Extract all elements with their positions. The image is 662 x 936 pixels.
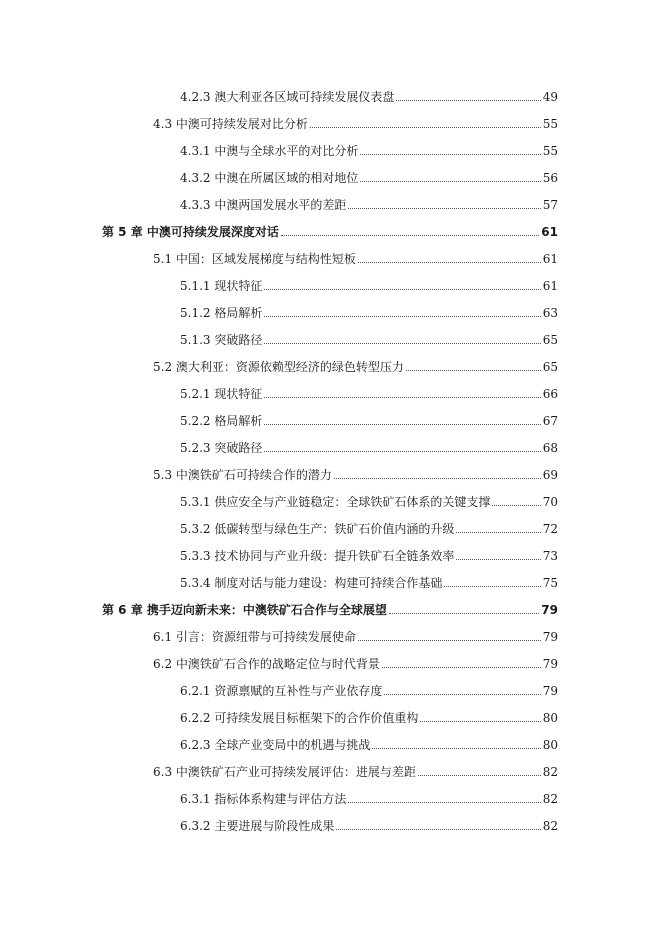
dot-leader	[310, 126, 541, 128]
toc-entry[interactable]	[153, 759, 558, 779]
toc-entry-page: 69	[542, 468, 558, 482]
dot-leader	[264, 396, 540, 398]
toc-entry-page: 57	[542, 198, 558, 212]
toc-entry-title: 5.3.2 低碳转型与绿色生产：铁矿石价值内涵的升级	[180, 522, 455, 536]
toc-entry-page: 68	[542, 441, 558, 455]
toc-entry-title: 6.3.2 主要进展与阶段性成果	[180, 819, 335, 833]
toc-entry-page: 65	[542, 360, 558, 374]
toc-entry[interactable]	[180, 705, 558, 725]
toc-entry-title: 第 5 章 中澳可持续发展深度对话	[102, 225, 279, 239]
toc-entry-title: 5.3.4 制度对话与能力建设：构建可持续合作基础	[180, 576, 443, 590]
toc-entry-page: 67	[542, 414, 558, 428]
toc-entry-title: 4.3 中澳可持续发展对比分析	[153, 117, 308, 131]
dot-leader	[358, 261, 541, 263]
dot-leader	[418, 774, 541, 776]
toc-entry-page: 79	[542, 630, 558, 644]
toc-entry-title: 4.3.1 中澳与全球水平的对比分析	[180, 144, 359, 158]
dot-leader	[396, 99, 540, 101]
toc-entry[interactable]	[180, 84, 558, 104]
dot-leader	[264, 423, 540, 425]
dot-leader	[372, 747, 540, 749]
toc-entry[interactable]	[180, 300, 558, 320]
dot-leader	[358, 639, 541, 641]
toc-entry-title: 5.2 澳大利亚：资源依赖型经济的绿色转型压力	[153, 360, 404, 374]
toc-entry-page: 61	[542, 252, 558, 266]
toc-entry-title: 4.3.2 中澳在所属区域的相对地位	[180, 171, 359, 185]
toc-entry-title: 5.1.1 现状特征	[180, 279, 263, 293]
toc-entry-page: 61	[542, 279, 558, 293]
toc-entry-title: 6.3.1 指标体系构建与评估方法	[180, 792, 347, 806]
toc-entry[interactable]	[180, 489, 558, 509]
toc-entry-page: 61	[541, 225, 558, 239]
toc-chapter-entry[interactable]	[102, 597, 558, 617]
toc-entry[interactable]	[153, 651, 558, 671]
toc-entry-page: 49	[542, 90, 558, 104]
toc-entry-page: 65	[542, 333, 558, 347]
toc-entry-title: 5.3.3 技术协同与产业升级：提升铁矿石全链条效率	[180, 549, 455, 563]
dot-leader	[348, 801, 540, 803]
dot-leader	[389, 612, 539, 614]
toc-entry-page: 82	[542, 792, 558, 806]
toc-entry[interactable]	[180, 192, 558, 212]
toc-entry-title: 6.2.3 全球产业变局中的机遇与挑战	[180, 738, 371, 752]
toc-entry[interactable]	[180, 408, 558, 428]
toc-entry-title: 4.3.3 中澳两国发展水平的差距	[180, 198, 347, 212]
toc-entry-page: 80	[542, 738, 558, 752]
dot-leader	[456, 531, 540, 533]
toc-entry[interactable]	[180, 786, 558, 806]
toc-entry-title: 第 6 章 携手迈向新未来：中澳铁矿石合作与全球展望	[102, 603, 387, 617]
toc-entry-page: 56	[542, 171, 558, 185]
toc-entry-title: 5.1 中国：区域发展梯度与结构性短板	[153, 252, 356, 266]
dot-leader	[264, 288, 540, 290]
toc-entry-title: 5.2.2 格局解析	[180, 414, 263, 428]
toc-entry-title: 6.2.2 可持续发展目标框架下的合作价值重构	[180, 711, 419, 725]
toc-entry[interactable]	[180, 165, 558, 185]
toc-entry[interactable]	[153, 624, 558, 644]
dot-leader	[264, 450, 540, 452]
dot-leader	[444, 585, 540, 587]
toc-entry-title: 6.2 中澳铁矿石合作的战略定位与时代背景	[153, 657, 380, 671]
toc-entry-title: 6.1 引言：资源纽带与可持续发展使命	[153, 630, 356, 644]
toc-entry-page: 55	[542, 144, 558, 158]
toc-entry-page: 73	[542, 549, 558, 563]
dot-leader	[334, 477, 541, 479]
dot-leader	[420, 720, 540, 722]
toc-entry-title: 5.3 中澳铁矿石可持续合作的潜力	[153, 468, 332, 482]
toc-entry[interactable]	[153, 111, 558, 131]
dot-leader	[406, 369, 541, 371]
toc-entry[interactable]	[153, 246, 558, 266]
toc-entry[interactable]	[180, 381, 558, 401]
toc-entry-page: 79	[542, 657, 558, 671]
toc-entry[interactable]	[180, 435, 558, 455]
toc-entry-title: 5.1.3 突破路径	[180, 333, 263, 347]
dot-leader	[456, 558, 540, 560]
toc-entry[interactable]	[180, 273, 558, 293]
toc-entry-page: 79	[542, 684, 558, 698]
toc-entry-page: 70	[542, 495, 558, 509]
toc-entry-page: 80	[542, 711, 558, 725]
toc-entry-page: 55	[542, 117, 558, 131]
toc-entry[interactable]	[180, 732, 558, 752]
toc-entry-page: 66	[542, 387, 558, 401]
toc-entry-title: 5.3.1 供应安全与产业链稳定：全球铁矿石体系的关键支撑	[180, 495, 491, 509]
dot-leader	[360, 180, 540, 182]
toc-entry-page: 72	[542, 522, 558, 536]
toc-entry[interactable]	[180, 327, 558, 347]
dot-leader	[264, 342, 540, 344]
dot-leader	[384, 693, 540, 695]
dot-leader	[360, 153, 540, 155]
toc-entry-title: 4.2.3 澳大利亚各区域可持续发展仪表盘	[180, 90, 395, 104]
toc-entry[interactable]	[180, 678, 558, 698]
toc-entry[interactable]	[180, 813, 558, 833]
toc-entry-title: 6.3 中澳铁矿石产业可持续发展评估：进展与差距	[153, 765, 416, 779]
toc-chapter-entry[interactable]	[102, 219, 558, 239]
dot-leader	[492, 504, 540, 506]
toc-entry-page: 82	[542, 765, 558, 779]
toc-entry-title: 5.2.1 现状特征	[180, 387, 263, 401]
toc-entry-title: 5.2.3 突破路径	[180, 441, 263, 455]
toc-entry-page: 63	[542, 306, 558, 320]
toc-entry-page: 79	[541, 603, 558, 617]
toc-entry[interactable]	[180, 138, 558, 158]
toc-entry[interactable]	[153, 462, 558, 482]
dot-leader	[264, 315, 540, 317]
dot-leader	[348, 207, 540, 209]
toc-entry[interactable]	[153, 354, 558, 374]
toc-entry-page: 75	[542, 576, 558, 590]
toc-entry-title: 5.1.2 格局解析	[180, 306, 263, 320]
dot-leader	[336, 828, 540, 830]
toc-entry-page: 82	[542, 819, 558, 833]
dot-leader	[281, 234, 539, 236]
toc-entry-title: 6.2.1 资源禀赋的互补性与产业依存度	[180, 684, 383, 698]
toc-entry[interactable]	[180, 516, 558, 536]
toc-entry[interactable]	[180, 570, 558, 590]
toc-entry[interactable]	[180, 543, 558, 563]
dot-leader	[382, 666, 541, 668]
